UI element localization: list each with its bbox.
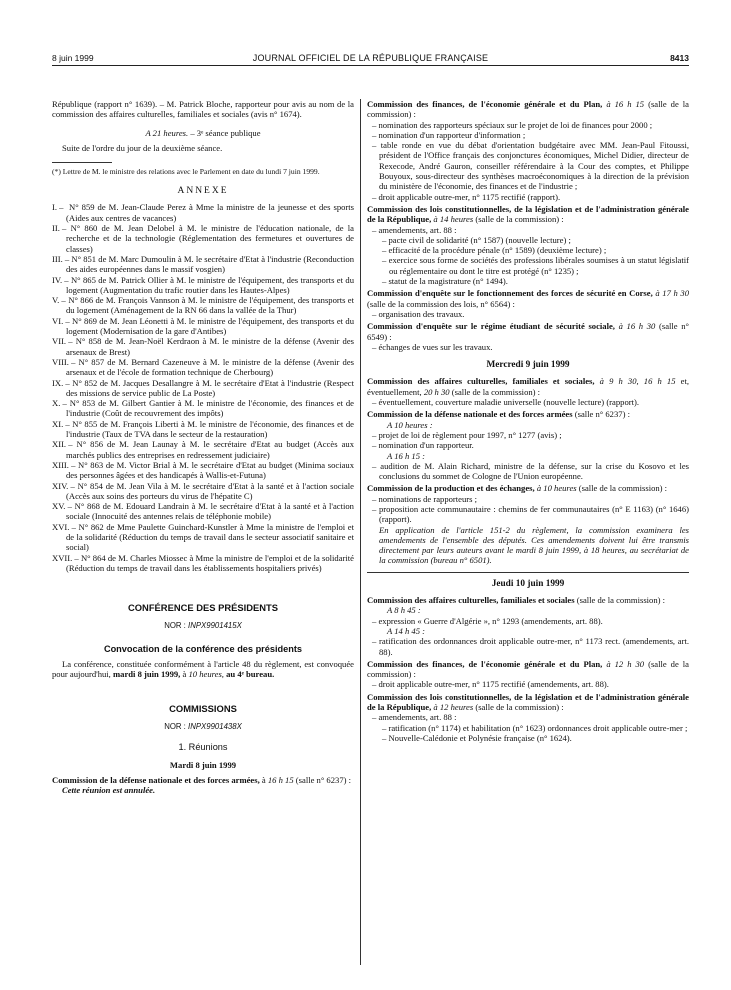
corse-meeting <box>367 288 689 309</box>
annexe-item <box>52 223 354 254</box>
list-item-text: nomination d'un rapporteur. <box>378 440 474 451</box>
list-item-text: droit applicable outre-mer, n° 1175 rectifié (rapport). <box>378 191 561 202</box>
culturelles2-meeting <box>367 595 689 605</box>
mardi-title: Mardi 8 juin 1999 <box>169 759 237 770</box>
lois2-subitems <box>367 723 689 744</box>
finances-time: à 16 h 15 <box>606 99 645 109</box>
conv-text-time: 10 heures, <box>188 669 224 680</box>
annexe-item-number: VII. – <box>52 336 73 347</box>
annexe-item-text: N° 857 de M. Bernard Cazeneuve à M. le ministre de la défense (Avenir des arsenaux et de l'école de formation technique de Cherbourg) <box>66 356 354 378</box>
list-item-text: audition de M. Alain Richard, ministre de la défense, sur la crise du Kosovo et les conclusions du sommet de Cologne de l'Union européenne. <box>379 460 690 482</box>
page-header <box>52 53 689 66</box>
annexe-item <box>52 202 355 223</box>
commissions-title: COMMISSIONS <box>169 702 237 714</box>
suite-line: Suite de l'ordre du jour de la deuxième séance. <box>62 142 223 153</box>
annexe-item <box>52 253 354 275</box>
list-item: – ratification des ordonnances droit applicable outre-mer, n° 1173 rect. (amendements, art. 88). <box>372 636 689 657</box>
list-item-text: proposition acte communautaire : chemins de fer communautaires (n° E 1163) (n° 1646) (rapport). <box>378 503 690 525</box>
list-item: – nominations de rapporteurs ; <box>372 493 478 504</box>
section-rule <box>367 572 689 573</box>
defense-cancel: Cette réunion est annulée. <box>62 785 156 796</box>
mercredi-title: Mercredi 9 juin 1999 <box>486 360 570 371</box>
annexe-item <box>52 521 354 553</box>
conv-text-place: au 4ᵉ bureau. <box>226 669 275 680</box>
culturelles2-items1 <box>367 616 689 626</box>
annexe-item-number: XVI. – <box>52 521 76 532</box>
reunions-title: 1. Réunions <box>178 742 228 753</box>
list-item: – exercice sous forme de sociétés des professions libérales soumises à un statut législatif ou réglementaire ou dont le titre est protégé (n° 1235) ; <box>382 255 689 276</box>
annexe-item <box>52 336 354 357</box>
item-text: éventuellement, couverture maladie universelle (nouvelle lecture) (rapport). <box>378 397 640 408</box>
lois2-amendments: – amendements, art. 88 : <box>372 712 457 723</box>
footnote-rule <box>52 162 112 163</box>
list-item: – droit applicable outre-mer, n° 1175 rectifié (rapport). <box>372 191 561 202</box>
annexe-item-text: N° 853 de M. Gilbert Gantier à M. le ministre de l'économie, des finances et de l'industrie (Coût de recouvrement des impôts) <box>66 398 354 419</box>
finances2-title: Commission des finances, de l'économie générale et du Plan, <box>367 658 603 669</box>
lois2-room: (salle de la commission) : <box>475 702 564 713</box>
lois-amendments: – amendements, art. 88 : <box>372 224 457 235</box>
etudiant-title: Commission d'enquête sur le régime étudiant de sécurité sociale, <box>367 321 615 332</box>
production-room: (salle de la commission) : <box>578 483 668 494</box>
annexe-title: ANNEXE <box>177 186 229 197</box>
lois2-time: à 12 heures <box>433 702 474 713</box>
list-item-text: expression « Guerre d'Algérie », n° 1293 (amendements, art. 88). <box>378 615 603 626</box>
annexe-item-text: N° 864 de M. Charles Miossec à Mme la ministre de l'emploi et de la solidarité (Réduction du temps de travail dans les établissements hospitaliers privés) <box>66 552 354 573</box>
annexe-item <box>52 501 354 522</box>
annexe-item <box>52 480 354 502</box>
defense2-time2: A 16 h 15 : <box>387 450 426 461</box>
finances2-room: (salle de la commission) : <box>367 658 689 680</box>
production-note: En application de l'article 151-2 du règlement, la commission examinera les amendements de l'ensemble des députés. Ces amendements doivent lui être transmis directement par leurs auteurs avant le mardi 8 juin 1999, à 18 heures, au secrétariat de la commission (bureau n° 6501). <box>379 524 689 566</box>
defense2-items2 <box>367 461 689 482</box>
annexe-item-number: XIII. – <box>52 459 76 470</box>
finances2-item: – droit applicable outre-mer, n° 1175 rectifié (amendements, art. 88). <box>372 679 609 690</box>
defense-meeting: Commission de la défense nationale et des forces armées, à 16 h 15 (salle n° 6237) : <box>52 774 352 785</box>
nor-label: NOR : <box>164 721 186 731</box>
culturelles-time: à 9 h 30, 16 h 15 <box>599 376 676 387</box>
intro-paragraph: République (rapport n° 1639). – M. Patrick Bloche, rapporteur pour avis au nom de la commission des affaires culturelles, familiales et sociales (avis n° 1674). <box>52 99 354 120</box>
seance-time: A 21 heures. <box>145 127 189 138</box>
annexe-item-text: N° 858 de M. Jean-Noël Kerdraon à M. le ministre de la défense (Avenir des arsenaux de Brest) <box>66 336 354 357</box>
header-title: JOURNAL OFFICIEL DE LA RÉPUBLIQUE FRANÇAISE <box>252 53 489 63</box>
footnote: (*) Lettre de M. le ministre des relations avec le Parlement en date du lundi 7 juin 1999. <box>52 167 320 177</box>
annexe-item-number: II. – <box>52 223 67 234</box>
item-text: droit applicable outre-mer, n° 1175 rectifié (amendements, art. 88). <box>378 679 609 690</box>
amend-label: amendements, art. 88 : <box>378 224 457 235</box>
annexe-item-text: N° 869 de M. Jean Léonetti à M. le ministre de l'équipement, des transports et du logement (Modernisation de la gare d'Antibes) <box>66 315 354 337</box>
annexe-item-number: VI. – <box>52 315 70 326</box>
lois2-meeting <box>367 692 689 713</box>
list-item: – nomination des rapporteurs spéciaux sur le projet de loi de finances pour 2000 ; <box>372 119 653 130</box>
annexe-item-text: N° 865 de M. Patrick Ollier à M. le ministre de l'équipement, des transports et du logement (Augmentation du trafic routier dans les Hautes-Alpes) <box>66 274 354 295</box>
list-item: – expression « Guerre d'Algérie », n° 1293 (amendements, art. 88). <box>372 615 603 626</box>
list-item: – Nouvelle-Calédonie et Polynésie française (n° 1624). <box>382 732 572 743</box>
corse-title: Commission d'enquête sur le fonctionnement des forces de sécurité en Corse, <box>367 288 653 299</box>
left-column <box>52 99 354 795</box>
annexe-item-number: IV. – <box>52 274 69 285</box>
annexe-item-number: III. – <box>52 253 70 264</box>
annexe-item-number: XV. – <box>52 501 72 512</box>
annexe-list <box>52 202 354 573</box>
culturelles2-items2 <box>367 636 689 657</box>
culturelles-mid: et, éventuellement, <box>367 376 689 397</box>
defense-room: (salle n° 6237) : <box>295 774 352 785</box>
list-item-text: efficacité de la procédure pénale (n° 1589) (deuxième lecture) ; <box>388 245 607 256</box>
annexe-item <box>52 356 354 378</box>
etudiant-meeting <box>367 321 689 342</box>
annexe-item-text: N° 855 de M. François Liberti à M. le ministre de l'économie, des finances et de l'industrie (Taux de TVA dans le secteur de la restauration) <box>66 418 354 440</box>
list-item: – statut de la magistrature (n° 1494). <box>382 276 508 287</box>
lois-room: (salle de la commission) : <box>475 214 564 225</box>
culturelles2-title: Commission des affaires culturelles, familiales et sociales <box>367 595 575 606</box>
etudiant-room: (salle n° 6549) : <box>367 321 689 342</box>
production-title: Commission de la production et des échanges, <box>367 483 535 494</box>
culturelles2-time1: A 8 h 45 : <box>387 605 421 616</box>
annexe-item-number: VIII. – <box>52 356 76 367</box>
defense-time: 16 h 15 <box>267 774 294 785</box>
conv-text-1: La conférence, constituée conformément à l'article 48 du règlement, est convoquée pour aujourd'hui, <box>52 659 354 680</box>
annexe-item-text: N° 851 de M. Marc Dumoulin à M. le secrétaire d'Etat à l'industrie (Reconduction des aides européennes dans le massif vosgien) <box>66 253 354 275</box>
annexe-item <box>52 439 354 460</box>
list-item-text: projet de loi de règlement pour 1997, n° 1277 (avis) ; <box>378 429 562 440</box>
lois-meeting <box>367 204 689 225</box>
conference-title: CONFÉRENCE DES PRÉSIDENTS <box>127 602 279 614</box>
finances-title: Commission des finances, de l'économie générale et du Plan, <box>367 99 603 109</box>
convocation-title: Convocation de la conférence des présidents <box>103 643 303 654</box>
conference-nor <box>52 621 354 631</box>
defense-title: Commission de la défense nationale et des forces armées, <box>52 774 260 785</box>
list-item-text: Nouvelle-Calédonie et Polynésie française (n° 1624). <box>388 732 572 743</box>
annexe-item-number: IX. – <box>52 377 70 388</box>
culturelles-title: Commission des affaires culturelles, familiales et sociales, <box>367 376 595 387</box>
list-item: – proposition acte communautaire : chemins de fer communautaires (n° E 1163) (n° 1646) (rapport). <box>372 503 690 525</box>
right-column <box>367 99 689 743</box>
list-item-text: nomination d'un rapporteur d'information ; <box>378 129 526 140</box>
item-text: organisation des travaux. <box>378 308 465 319</box>
nor-label: NOR : <box>164 621 186 631</box>
annexe-item-text: N° 862 de Mme Paulette Guinchard-Kunstler à Mme la ministre de l'emploi et de la solidarité (Réduction du temps de travail dans le secteur associatif sanitaire et social) <box>66 521 354 553</box>
item-text: échanges de vues sur les travaux. <box>378 341 493 352</box>
annexe-item-number: V. – <box>52 295 66 306</box>
culturelles-time2: 20 h 30 <box>423 386 450 397</box>
list-item: – nomination d'un rapporteur d'information ; <box>372 129 526 140</box>
culturelles2-room: (salle de la commission) : <box>576 595 666 606</box>
culturelles-meeting <box>367 376 689 397</box>
defense2-room: (salle n° 6237) : <box>574 409 630 420</box>
etudiant-item: – échanges de vues sur les travaux. <box>372 341 493 352</box>
culturelles2-time2: A 14 h 45 : <box>387 625 426 636</box>
corse-time: à 17 h 30 <box>655 288 689 299</box>
lois2-title: Commission des lois constitutionnelles, de la législation et de l'administration générale de la République, <box>367 691 689 713</box>
jeudi-title: Jeudi 10 juin 1999 <box>491 578 565 589</box>
annexe-item-text: N° 856 de M. Jean Launay à M. le secrétaire d'Etat au budget (Accès aux marchés publics des entreprises en redressement judiciaire) <box>66 439 354 460</box>
list-item-text: nomination des rapporteurs spéciaux sur le projet de loi de finances pour 2000 ; <box>378 119 653 130</box>
nor-code: INPX9901415X <box>188 621 242 631</box>
lois-time: à 14 heures <box>433 214 474 225</box>
annexe-item-number: I. – <box>52 202 64 213</box>
annexe-item-text: N° 860 de M. Jean Delobel à M. le ministre de l'éducation nationale, de la recherche et de la technologie (Réglementation des fermetures et ouvertures de classes) <box>66 223 354 254</box>
defense2-meeting <box>367 409 689 419</box>
list-item: – audition de M. Alain Richard, ministre de la défense, sur la crise du Kosovo et les conclusions du sommet de Cologne de l'Union européenne. <box>372 460 690 482</box>
list-item: – projet de loi de règlement pour 1997, n° 1277 (avis) ; <box>372 429 562 440</box>
list-item: – table ronde en vue du débat d'orientation budgétaire avec MM. Jean-Paul Fitoussi, président de l'Office français des conjonctures économiques, Michel Didier, directeur de Rexecode, André Gauron, conseiller référendaire à la Cour des comptes, et Philippe Bouyoux, sous-directeur des synthèses macroéconomiques à la direction de la prévision du ministère de l'économie, des finances et de l'industrie ; <box>372 140 689 192</box>
list-item: – ratification (n° 1174) et habilitation (n° 1623) ordonnances droit applicable outre-mer ; <box>382 722 688 733</box>
list-item: – efficacité de la procédure pénale (n° 1589) (deuxième lecture) ; <box>382 245 607 256</box>
annexe-item-text: N° 868 de M. Edouard Landrain à M. le secrétaire d'Etat à la santé et à l'action sociale (Innocuité des antennes relais de téléphonie mobile) <box>66 501 354 522</box>
finances-room: (salle de la commission) : <box>367 99 689 120</box>
finances2-meeting <box>367 659 689 680</box>
annexe-item-text: N° 854 de M. Jean Vila à M. le secrétaire d'Etat à la santé et à l'action sociale (Accès aux soins des porteurs du virus de l'hépatite C) <box>66 480 354 501</box>
annexe-item-number: X. – <box>52 398 67 409</box>
nor-code: INPX9901438X <box>188 721 242 731</box>
seance-line <box>52 128 354 138</box>
annexe-item-text: N° 863 de M. Victor Brial à M. le secrétaire d'Etat au budget (Minima sociaux des personnes âgées et des handicapés à Wallis-et-Futuna) <box>66 459 354 481</box>
list-item-text: ratification des ordonnances droit applicable outre-mer, n° 1173 rect. (amendements, art. 88). <box>379 636 689 657</box>
annexe-item-number: XIV. – <box>52 480 75 491</box>
finances2-time: à 12 h 30 <box>606 658 645 669</box>
lois-title: Commission des lois constitutionnelles, de la législation et de l'administration générale de la République, <box>367 203 689 225</box>
annexe-item-text: N° 852 de M. Jacques Desallangre à M. le secrétaire d'Etat à l'industrie (Respect des missions de service public de La Poste) <box>66 377 354 398</box>
production-meeting <box>367 483 689 493</box>
defense2-items1 <box>367 430 689 451</box>
amend-label: amendements, art. 88 : <box>378 712 457 723</box>
list-item-text: statut de la magistrature (n° 1494). <box>388 276 508 287</box>
corse-item: – organisation des travaux. <box>372 308 465 319</box>
culturelles-room: (salle de la commission) : <box>451 386 541 397</box>
list-item-text: table ronde en vue du débat d'orientation budgétaire avec MM. Jean-Paul Fitoussi, président de l'Office français des conjonctures économiques, Michel Didier, directeur de Rexecode, André Gauron, conseiller référendaire à la Cour des comptes, et Philippe Bouyoux, sous-directeur des synthèses macroéconomiques à la direction de la prévision du ministère de l'économie, des finances et de l'industrie ; <box>379 140 689 192</box>
column-divider <box>360 99 361 965</box>
etudiant-time: à 16 h 30 <box>618 321 656 332</box>
culturelles-item: – éventuellement, couverture maladie universelle (nouvelle lecture) (rapport). <box>372 397 640 408</box>
annexe-item <box>52 315 354 337</box>
list-item-text: pacte civil de solidarité (n° 1587) (nouvelle lecture) ; <box>388 234 571 245</box>
annexe-item <box>52 274 354 296</box>
lois-subitems <box>367 235 689 286</box>
finances-meeting <box>367 99 689 120</box>
conv-text-date: mardi 8 juin 1999, <box>113 669 181 680</box>
defense2-time1: A 10 heures : <box>387 419 433 430</box>
finances-items <box>367 120 689 202</box>
annexe-item <box>52 398 354 419</box>
annexe-item-number: XI. – <box>52 418 70 429</box>
corse-room: (salle de la commission des lois, n° 6564) : <box>367 298 515 309</box>
list-item-text: nominations de rapporteurs ; <box>378 493 478 504</box>
production-time: à 10 heures <box>536 483 577 494</box>
production-items <box>367 494 689 525</box>
list-item: – nomination d'un rapporteur. <box>372 440 474 451</box>
annexe-item-text: N° 859 de M. Jean-Claude Perez à Mme la ministre de la jeunesse et des sports (Aides aux centres de vacances) <box>66 202 355 223</box>
seance-label: – 3ᵉ séance publique <box>190 127 261 138</box>
annexe-item-text: N° 866 de M. François Vannson à M. le ministre de l'équipement, des transports et du logement (Aménagement de la RN 66 dans la vallée de la Thur) <box>66 295 355 316</box>
annexe-item <box>52 295 355 316</box>
defense2-title: Commission de la défense nationale et des forces armées <box>367 409 573 420</box>
header-page-number: 8413 <box>670 53 689 63</box>
annexe-item <box>52 459 354 481</box>
convocation-text <box>52 659 354 680</box>
commissions-nor <box>52 722 354 732</box>
list-item-text: exercice sous forme de sociétés des professions libérales soumises à un statut législatif ou réglementaire ou dont le titre est protégé (n° 1235) ; <box>388 255 689 276</box>
annexe-item <box>52 418 354 440</box>
header-date: 8 juin 1999 <box>52 53 94 63</box>
conv-text-2: à <box>182 669 187 680</box>
list-item-text: ratification (n° 1174) et habilitation (n° 1623) ordonnances droit applicable outre-mer ; <box>388 722 688 733</box>
list-item: – pacte civil de solidarité (n° 1587) (nouvelle lecture) ; <box>382 234 571 245</box>
annexe-item <box>52 552 354 574</box>
annexe-item <box>52 377 354 399</box>
annexe-item-number: XVII. – <box>52 552 79 563</box>
annexe-item-number: XII. – <box>52 439 73 450</box>
